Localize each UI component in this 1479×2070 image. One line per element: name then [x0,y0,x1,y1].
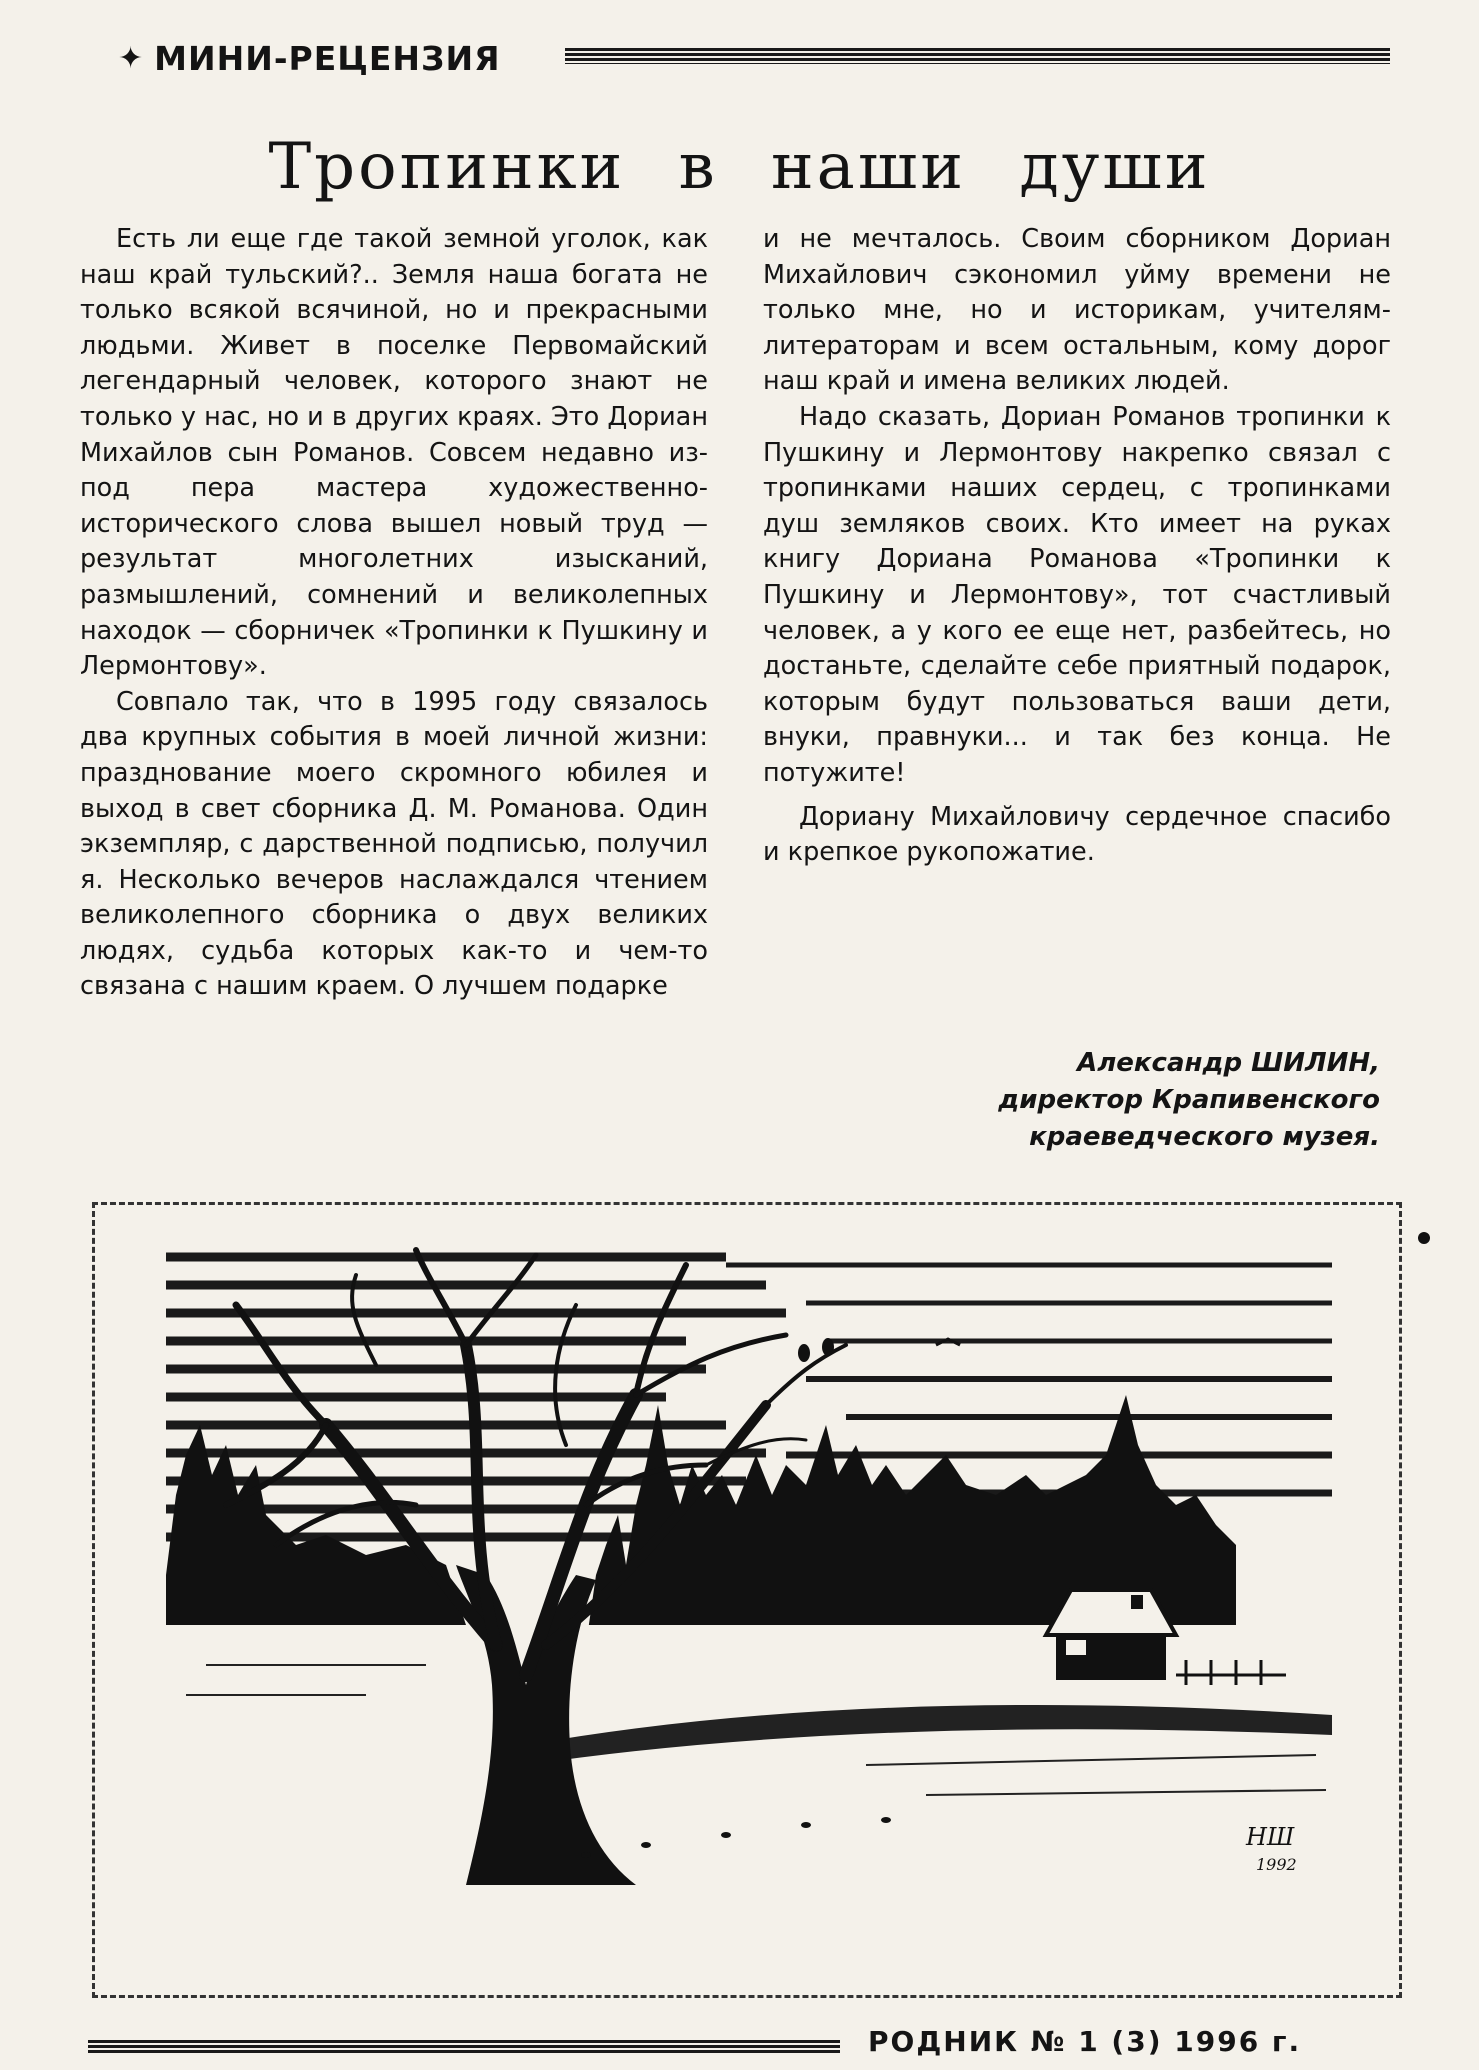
left-column [80,222,708,1005]
paragraph: Надо сказать, Дориан Романов тропинки к Пушкину и Лермонтову накрепко связал с тропинками наших сердец, с тропинками душ земляков своих. Кто имеет на руках книгу Дориана Романова «Тропинки к Пушкину и Лермонтову», тот счастливый человек, а у кого ее еще нет, разбейтесь, но достаньте, сделайте себе приятный подарок, которым будут пользоваться ваши дети, внуки, правнуки... и так без конца. Не потужите! [763,401,1391,788]
paragraph: и не мечталось. Своим сборником Дориан Михайлович сэкономил уйму времени не только мне, но и историкам, учителям-литераторам и всем остальным, кому дорог наш край и имена великих людей. [763,224,1391,397]
artist-mark: НШ [1246,1823,1295,1851]
paragraph: Дориану Михайловичу сердечное спасибо и крепкое рукопожатие. [763,801,1391,868]
section-rubric [118,36,501,80]
footer-rule [88,2040,840,2054]
rubric-label: МИНИ-РЕЦЕНЗИЯ [154,38,501,78]
print-dot [1418,1232,1430,1244]
right-column [763,222,1391,871]
house [1046,1590,1176,1680]
winter-landscape-engraving [166,1245,1332,1900]
publication-footer: РОДНИК № 1 (3) 1996 г. [868,2025,1302,2058]
star-icon: ✦ [118,40,145,76]
author-name: Александр ШИЛИН, [1077,1048,1380,1078]
paragraph: Есть ли еще где такой земной уголок, как наш край тульский?.. Земля наша богата не только всякой всячиной, но и прекрасными людьми. Живет в поселке Первомайский легендарный человек, которого знают не только у нас, но и в других краях. Это Дориан Михайлов сын Романов. Совсем недавно из-под пера мастера художественно-исторического слова вышел новый труд — результат многолетних изысканий, размышлений, сомнений и великолепных находок — сборничек «Тропинки к Пушкину и Лермонтову». [80,224,708,682]
author-position: директор Крапивенского [998,1085,1380,1115]
author-signature [880,1045,1380,1156]
author-position: краеведческого музея. [1029,1122,1380,1152]
paragraph: Совпало так, что в 1995 году связалось два крупных события в моей личной жизни: празднование моего скромного юбилея и выход в свет сборника Д. М. Романова. Один экземпляр, с дарственной подписью, получил я. Несколько вечеров наслаждался чтением великолепного сборника о двух великих людях, судьба которых как-то и чем-то связана с нашим краем. О лучшем подарке [80,686,708,1002]
article-title: Тропинки в наши души [268,130,1211,204]
header-rule [565,48,1390,64]
artist-year: 1992 [1256,1855,1297,1874]
